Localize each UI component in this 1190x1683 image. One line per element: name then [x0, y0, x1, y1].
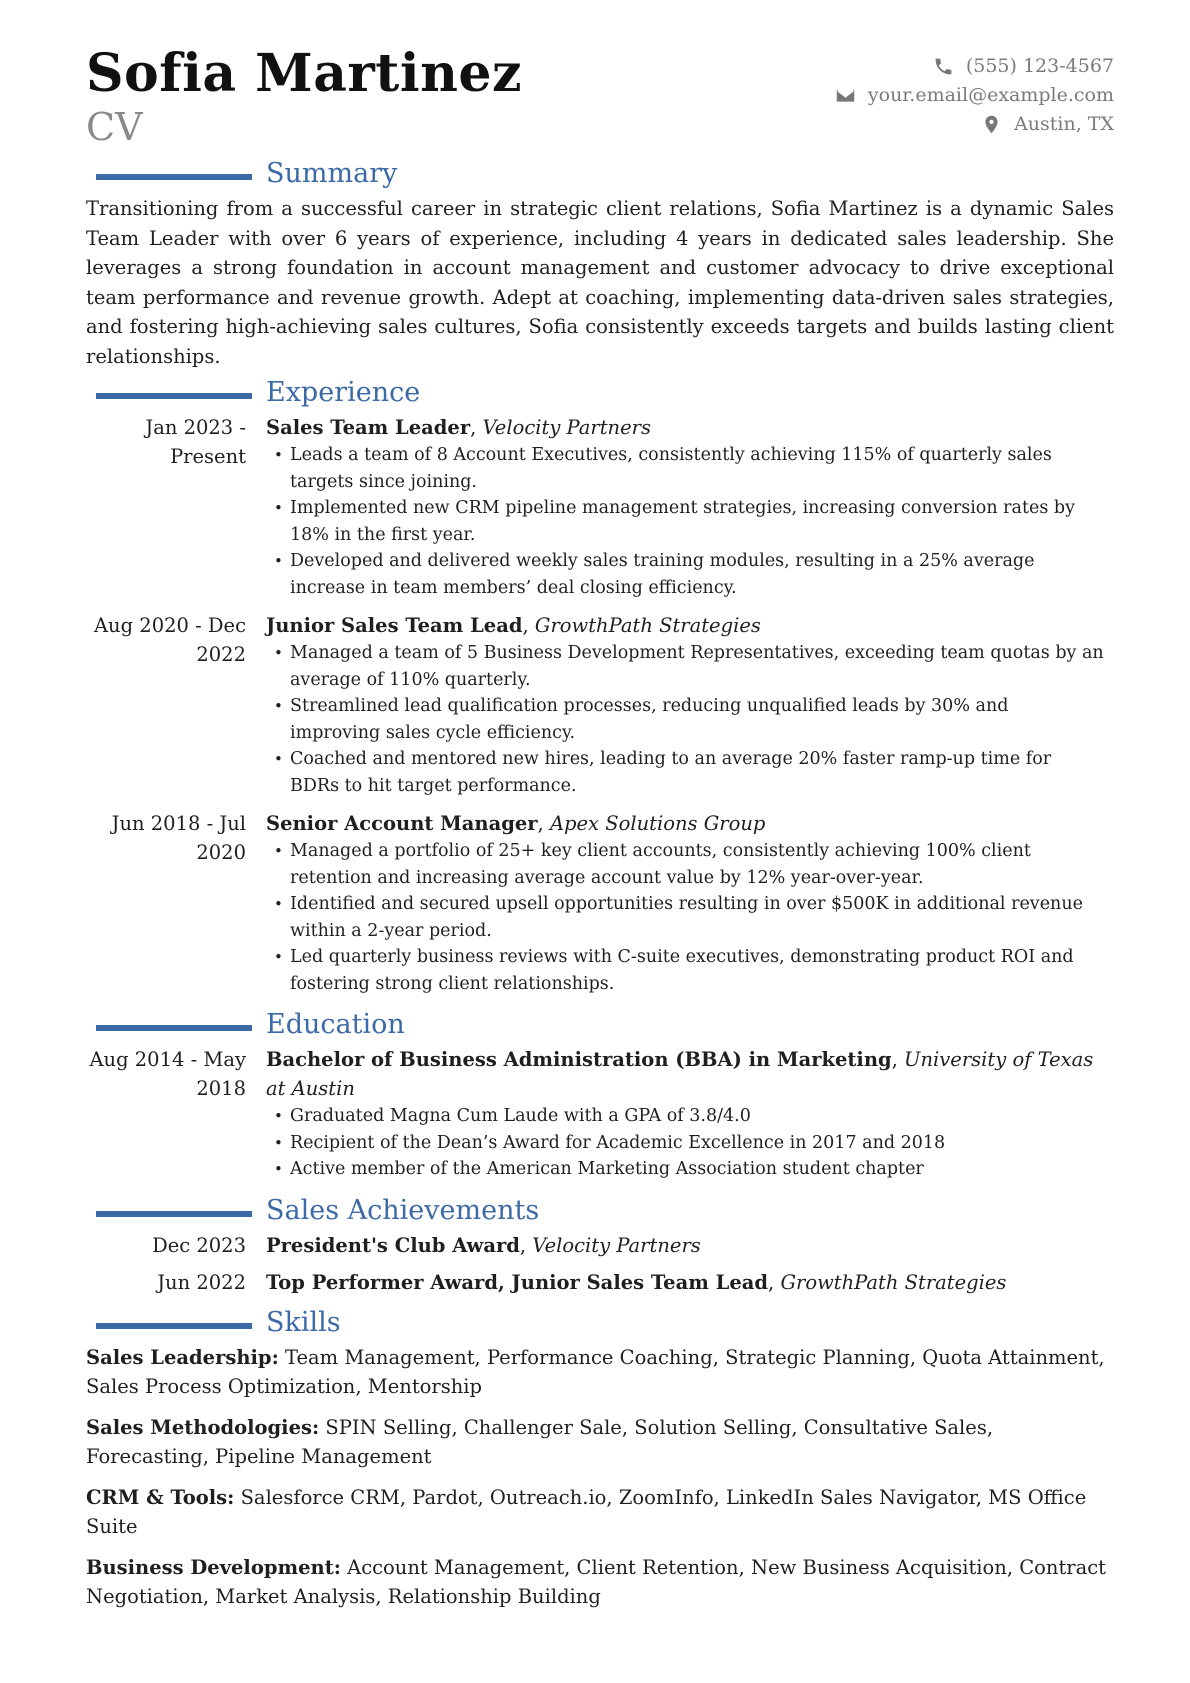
experience-entry — [86, 611, 1114, 799]
entry-heading: Top Performer Award, Junior Sales Team Lead, GrowthPath Strategies — [266, 1270, 1007, 1294]
bullet-list — [266, 1103, 1114, 1183]
contact-info — [835, 52, 1114, 139]
section-skills-heading — [86, 1305, 1114, 1343]
bullet-item: • Leads a team of 8 Account Executives, consistently achieving 115% of quarterly sales targets since joining. — [290, 442, 1114, 495]
skill-text: Account Management, Client Retention, New Business Acquisition, Contract Negotiation, Market Analysis, Relationship Building — [86, 1555, 1106, 1608]
entry-dates: Aug 2020 - Dec 2022 — [93, 614, 246, 666]
bullet-item: • Recipient of the Dean’s Award for Academic Excellence in 2017 and 2018 — [290, 1130, 1114, 1157]
organization: GrowthPath Strategies — [534, 614, 761, 637]
entry-heading: Bachelor of Business Administration (BBA) in Marketing, University of Texas at Austin — [266, 1048, 1094, 1100]
skill-text: Team Management, Performance Coaching, Strategic Planning, Quota Attainment, Sales Process Optimization, Mentorship — [86, 1345, 1105, 1398]
contact-location — [835, 110, 1114, 139]
bullet-list — [266, 442, 1114, 601]
phone-text: (555) 123-4567 — [965, 55, 1114, 77]
skill-label: Sales Leadership: — [86, 1345, 279, 1369]
cv-page — [86, 44, 1114, 1623]
skill-label: Business Development: — [86, 1555, 341, 1579]
entry-dates: Jan 2023 - Present — [145, 416, 246, 468]
bullet-item: • Managed a team of 5 Business Development Representatives, exceeding team quotas by an average of 110% quarterly. — [290, 640, 1114, 693]
entry-dates: Aug 2014 - May 2018 — [89, 1048, 246, 1100]
award-title: President's Club Award — [266, 1233, 520, 1257]
organization: Apex Solutions Group — [549, 812, 766, 835]
achievement-entry — [86, 1231, 1114, 1260]
bullet-item: • Coached and mentored new hires, leading to an average 20% faster ramp-up time for BDRs to hit target performance. — [290, 746, 1114, 799]
section-divider-bar — [96, 1211, 252, 1217]
organization: GrowthPath Strategies — [780, 1270, 1007, 1294]
bullet-item: • Identified and secured upsell opportunities resulting in over $500K in additional revenue within a 2-year period. — [290, 891, 1114, 944]
job-title: Senior Account Manager — [266, 812, 538, 835]
section-education-heading — [86, 1007, 1114, 1045]
degree-title: Bachelor of Business Administration (BBA) in Marketing — [266, 1048, 892, 1071]
phone-icon — [933, 56, 954, 77]
education-entry — [86, 1045, 1114, 1183]
summary-text: Transitioning from a successful career in strategic client relations, Sofia Martinez is a dynamic Sales Team Leader with over 6 years of experience, including 4 years in dedicated sales leadership. She leverages a strong foundation in account management and customer advocacy to drive exceptional team performance and revenue growth. Adept at coaching, implementing data-driven sales strategies, and fostering high-achieving sales cultures, Sofia consistently exceeds targets and builds lasting client relationships. — [86, 197, 1114, 368]
experience-list — [86, 413, 1114, 997]
entry-dates: Dec 2023 — [152, 1233, 246, 1257]
experience-entry — [86, 413, 1114, 601]
bullet-item: • Developed and delivered weekly sales training modules, resulting in a 25% average increase in team members’ deal closing efficiency. — [290, 548, 1114, 601]
bullet-item: • Managed a portfolio of 25+ key client accounts, consistently achieving 100% client retention and increasing average account value by 12% year-over-year. — [290, 838, 1114, 891]
section-title: Summary — [266, 158, 398, 189]
bullet-list — [266, 640, 1114, 799]
skill-group — [86, 1413, 1114, 1471]
map-pin-icon — [981, 114, 1002, 135]
entry-dates: Jun 2018 - Jul 2020 — [111, 812, 246, 864]
document-subtitle: CV — [86, 105, 143, 149]
entry-heading: Junior Sales Team Lead, GrowthPath Strategies — [266, 614, 761, 637]
organization: University of Texas at Austin — [266, 1048, 1094, 1100]
skill-text: Salesforce CRM, Pardot, Outreach.io, ZoomInfo, LinkedIn Sales Navigator, MS Office Suite — [86, 1485, 1087, 1538]
person-name: Sofia Martinez — [86, 43, 522, 104]
bullet-item: • Streamlined lead qualification processes, reducing unqualified leads by 30% and improving sales cycle efficiency. — [290, 693, 1114, 746]
section-experience-heading — [86, 375, 1114, 413]
section-divider-bar — [96, 174, 252, 180]
entry-heading: Senior Account Manager, Apex Solutions Group — [266, 812, 766, 835]
section-title: Education — [266, 1009, 405, 1040]
section-title: Experience — [266, 377, 421, 408]
section-divider-bar — [96, 1025, 252, 1031]
skill-label: CRM & Tools: — [86, 1485, 235, 1509]
contact-phone[interactable] — [835, 52, 1114, 81]
skill-text: SPIN Selling, Challenger Sale, Solution Selling, Consultative Sales, Forecasting, Pipeline Management — [86, 1415, 994, 1468]
award-title: Top Performer Award, Junior Sales Team Lead — [266, 1270, 769, 1294]
section-title: Sales Achievements — [266, 1194, 540, 1226]
bullet-item: • Active member of the American Marketing Association student chapter — [290, 1156, 1114, 1183]
cv-header — [86, 44, 1114, 156]
entry-heading: Sales Team Leader, Velocity Partners — [266, 416, 651, 439]
entry-dates: Jun 2022 — [157, 1270, 246, 1294]
entry-heading: President's Club Award, Velocity Partners — [266, 1233, 701, 1257]
section-summary-heading — [86, 156, 1114, 194]
envelope-icon — [835, 85, 856, 106]
skill-group — [86, 1343, 1114, 1401]
section-title: Skills — [266, 1306, 341, 1338]
contact-email[interactable] — [835, 81, 1114, 110]
achievement-entry — [86, 1268, 1114, 1297]
organization: Velocity Partners — [532, 1233, 701, 1257]
bullet-item: • Led quarterly business reviews with C-suite executives, demonstrating product ROI and fostering strong client relationships. — [290, 944, 1114, 997]
skill-group — [86, 1483, 1114, 1541]
section-divider-bar — [96, 1323, 252, 1329]
bullet-item: • Graduated Magna Cum Laude with a GPA of 3.8/4.0 — [290, 1103, 1114, 1130]
location-text: Austin, TX — [1014, 113, 1114, 135]
organization: Velocity Partners — [482, 416, 651, 439]
email-text: your.email@example.com — [867, 84, 1114, 106]
section-divider-bar — [96, 393, 252, 399]
job-title: Junior Sales Team Lead — [266, 614, 523, 637]
job-title: Sales Team Leader — [266, 416, 471, 439]
skill-label: Sales Methodologies: — [86, 1415, 320, 1439]
bullet-item: • Implemented new CRM pipeline management strategies, increasing conversion rates by 18% in the first year. — [290, 495, 1114, 548]
experience-entry — [86, 809, 1114, 997]
skill-group — [86, 1553, 1114, 1611]
bullet-list — [266, 838, 1114, 997]
section-achievements-heading — [86, 1193, 1114, 1231]
skills-list — [86, 1343, 1114, 1611]
